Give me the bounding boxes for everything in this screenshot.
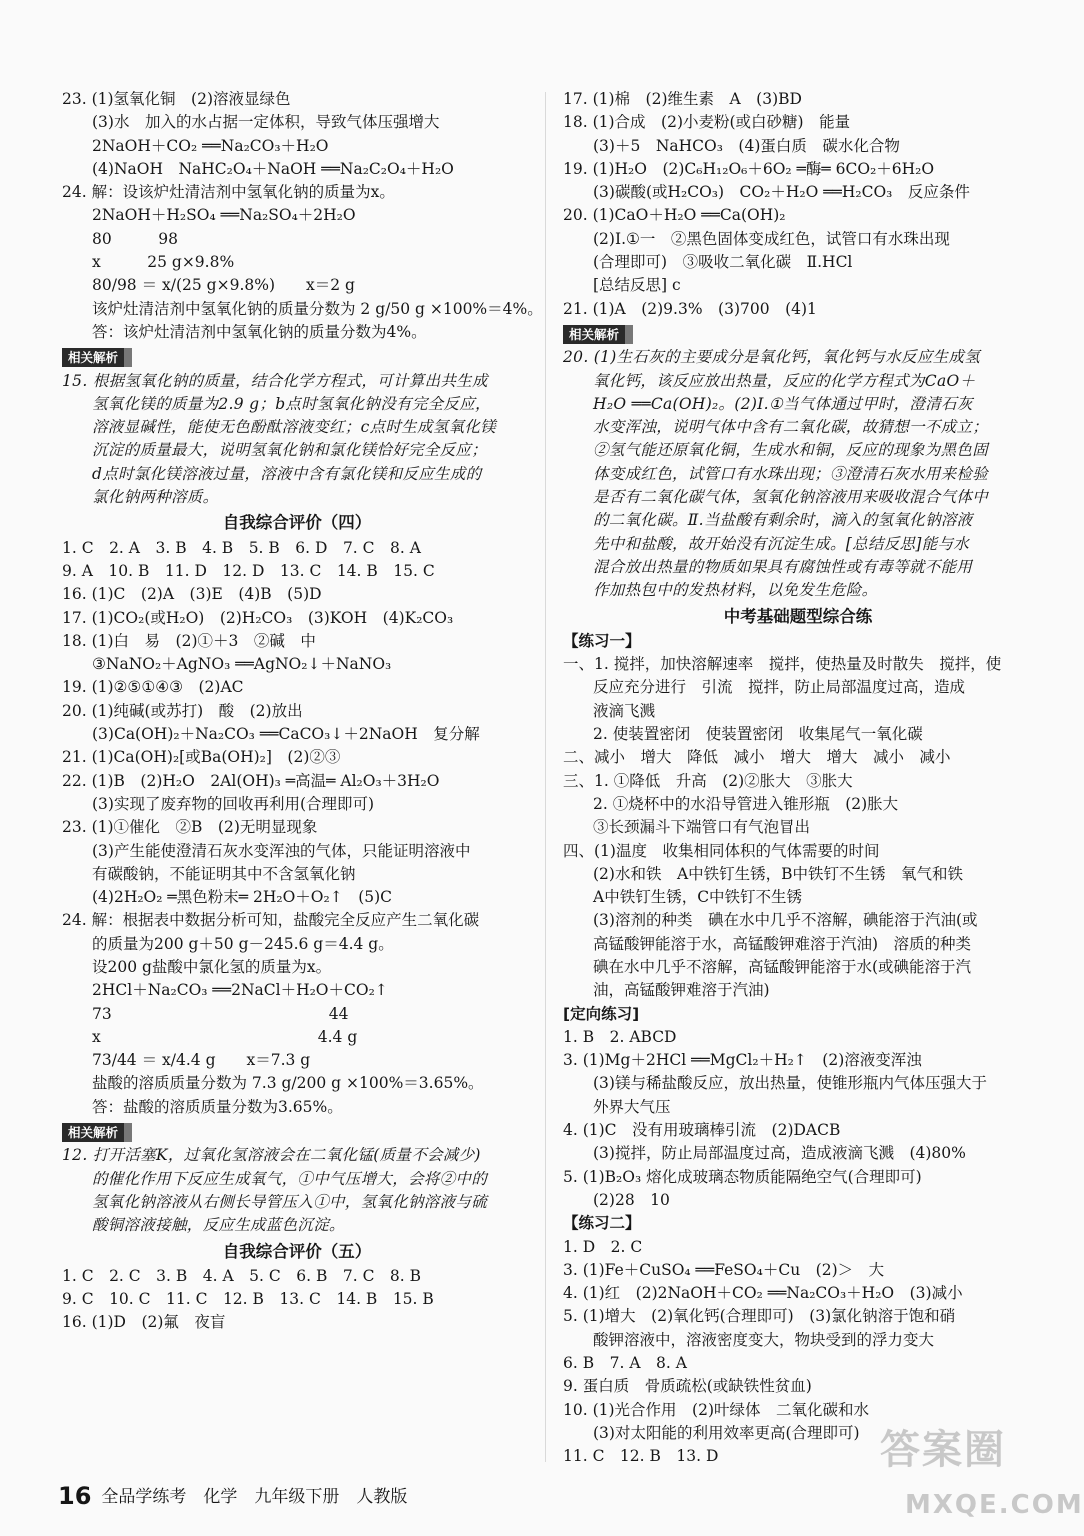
answer-line: (2)28 10 [593,1190,670,1209]
answer-line: x 4.4 g [92,1027,358,1046]
answer-line: 酸钾溶液中，溶液密度变大，物块受到的浮力变大 [593,1330,935,1349]
answer-line: ③长颈漏斗下端管口有气泡冒出 [593,818,811,837]
answer-line: 9. C 10. C 11. C 12. B 13. C 14. B 15. B [62,1290,434,1309]
analysis-line: 的催化作用下反应生成氧气，①中气压增大，会将②中的 [92,1169,488,1188]
subsection-title: 【练习二】 [563,1214,641,1233]
answer-line: 80 98 [92,229,178,248]
page-number: 16 [58,1482,92,1510]
answer-line: (3)水 加入的水占据一定体积，导致气体压强增大 [92,113,440,132]
analysis-line: 作加热包中的发热材料，以免发生危险。 [593,581,878,600]
answer-line: 答：盐酸的溶质质量分数为3.65%。 [92,1097,343,1116]
answer-line: 5. (1)B₂O₃ 熔化成玻璃态物质能隔绝空气(合理即可) [563,1167,922,1186]
answer-line: 6. B 7. A 8. A [563,1354,687,1373]
answer-line: 18. (1)合成 (2)小麦粉(或白砂糖) 能量 [563,113,851,132]
answer-line: 73 44 [92,1004,349,1023]
answer-line: 16. (1)D (2)氟 夜盲 [62,1313,226,1332]
answer-line: 23. (1)氢氧化铜 (2)溶液显绿色 [62,90,291,108]
answer-line: 三、1. ①降低 升高 (2)②胀大 ③胀大 [563,771,853,790]
answer-line: 3. (1)Fe＋CuSO₄ ══FeSO₄＋Cu (2)＞ 大 [563,1260,885,1279]
analysis-line: ②氢气能还原氧化铜，生成水和铜，反应的现象为黑色固 [593,441,989,460]
book-title: 全品学练考 化学 九年级下册 人教版 [101,1487,408,1507]
answer-line: 80/98 ＝ x/(25 g×9.8%) x＝2 g [92,276,355,295]
analysis-line: 氯化钠两种溶质。 [92,488,219,507]
analysis-line: 水变浑浊，说明气体中含有二氧化碳，故猜想一不成立； [593,418,989,437]
answer-line: (3)碳酸(或H₂CO₃) CO₂＋H₂O ══H₂CO₃ 反应条件 [593,183,970,202]
analysis-line: 氧化钙，该反应放出热量，反应的化学方程式为CaO＋ [593,371,976,390]
answer-line: 四、(1)温度 收集相同体积的气体需要的时间 [563,841,880,860]
answer-line: 4. (1)红 (2)2NaOH＋CO₂ ══Na₂CO₃＋H₂O (3)减小 [563,1284,963,1303]
analysis-line: 氢氧化镁的质量为2.9 g；b点时氢氧化钠没有完全反应， [92,394,491,413]
answer-line: (2)水和铁 A中铁钉生锈，B中铁钉不生锈 氧气和铁 [593,864,964,883]
section-title: 自我综合评价（四） [222,513,372,533]
answer-line: 1. B 2. ABCD [563,1027,677,1046]
answer-line: x 25 g×9.8% [92,253,235,272]
analysis-line: 15. 根据氢氧化钠的质量，结合化学方程式，可计算出共生成 [62,371,488,390]
answer-line: 盐酸的溶质质量分数为 7.3 g/200 g ×100%＝3.65%。 [92,1074,484,1093]
answer-line: 16. (1)C (2)A (3)E (4)B (5)D [62,585,322,604]
analysis-line: 沉淀的质量最大，说明氢氧化钠和氯化镁恰好完全反应； [92,441,488,460]
left-column [62,88,543,1335]
answer-line: (合理即可) ③吸收二氧化碳 Ⅱ.HCl [593,253,853,272]
answer-line: 二、减小 增大 降低 减小 增大 增大 减小 减小 [563,748,951,767]
subsection-title: [定向练习] [563,1004,640,1023]
answer-line: 21. (1)Ca(OH)₂[或Ba(OH)₂] (2)②③ [62,748,341,767]
analysis-line: 20. (1)生石灰的主要成分是氧化钙，氧化钙与水反应生成氢 [563,348,981,367]
analysis-line: 是否有二氧化碳气体，氢氧化钠溶液用来吸收混合气体中 [593,488,989,507]
analysis-line: 酸铜溶液接触，反应生成蓝色沉淀。 [92,1216,345,1235]
answer-line: 19. (1)H₂O (2)C₆H₁₂O₆＋6O₂ ═酶═ 6CO₂＋6H₂O [563,159,935,178]
answer-line: (3)＋5 NaHCO₃ (4)蛋白质 碳水化合物 [593,136,900,155]
answer-line: 4. (1)C 没有用玻璃棒引流 (2)DACB [563,1121,841,1140]
answer-line: (3)产生能使澄清石灰水变浑浊的气体，只能证明溶液中 [92,841,471,860]
watermark-url: MXQE.COM [905,1490,1084,1520]
answer-line: 3. (1)Mg＋2HCl ══MgCl₂＋H₂↑ (2)溶液变浑浊 [563,1051,922,1070]
analysis-line: 12. 打开活塞K，过氧化氢溶液会在二氧化锰(质量不会减少) [62,1146,481,1165]
answer-line: (3)对太阳能的利用效率更高(合理即可) [593,1423,860,1442]
answer-line: 10. (1)光合作用 (2)叶绿体 二氧化碳和水 [563,1400,869,1419]
section-title: 自我综合评价（五） [222,1241,372,1261]
answer-line: 73/44 ＝ x/4.4 g x＝7.3 g [92,1051,311,1070]
answer-line: 21. (1)A (2)9.3% (3)700 (4)1 [563,299,817,318]
answer-line: 设200 g盐酸中氯化氢的质量为x。 [92,957,332,976]
answer-line: 2NaOH＋CO₂ ══Na₂CO₃＋H₂O [92,136,329,155]
right-column [563,88,1033,1469]
answer-line: 外界大气压 [593,1097,671,1116]
answer-line: (3)实现了废弃物的回收再利用(合理即可) [92,794,375,813]
answer-line: (3)Ca(OH)₂＋Na₂CO₃ ══CaCO₃↓＋2NaOH 复分解 [92,725,480,744]
analysis-tag [563,321,1033,346]
analysis-line: 的二氧化碳。Ⅱ.当盐酸有剩余时，滴入的氢氧化钠溶液 [593,511,973,530]
answer-line: 5. (1)增大 (2)氧化钙(合理即可) (3)氯化钠溶于饱和硝 [563,1307,956,1326]
answer-line: 9. 蛋白质 骨质疏松(或缺铁性贫血) [563,1377,812,1396]
analysis-tag [62,344,532,369]
page-footer [58,1482,407,1510]
answer-line: (3)镁与稀盐酸反应，放出热量，使锥形瓶内气体压强大于 [593,1074,987,1093]
answer-line: 9. A 10. B 11. D 12. D 13. C 14. B 15. C [62,561,435,580]
answer-line: 液滴飞溅 [593,701,656,720]
analysis-line: 氢氧化钠溶液从右侧长导管压入①中，氢氧化钠溶液与硫 [92,1192,488,1211]
answer-line: 17. (1)CO₂(或H₂O) (2)H₂CO₃ (3)KOH (4)K₂CO₃ [62,608,454,627]
answer-line: 一、1. 搅拌，加快溶解速率 搅拌，使热量及时散失 搅拌，使 [563,655,1002,674]
answer-line: 19. (1)②⑤①④③ (2)AC [62,678,244,697]
answer-line: 有碳酸钠，不能证明其中不含氢氧化钠 [92,864,356,883]
answer-line: 20. (1)CaO＋H₂O ══Ca(OH)₂ [563,206,786,225]
answer-line: 24. 解：根据表中数据分析可知，盐酸完全反应产生二氧化碳 [62,911,480,930]
answer-line: 答：该炉灶清洁剂中氢氧化钠的质量分数为4%。 [92,322,427,341]
answer-line: 2. ①烧杯中的水沿导管进入锥形瓶 (2)胀大 [593,794,899,813]
analysis-tag [62,1119,532,1144]
answer-line: 1. C 2. A 3. B 4. B 5. B 6. D 7. C 8. A [62,538,421,557]
answer-line: (3)溶剂的种类 碘在水中几乎不溶解，碘能溶于汽油(或 [593,911,978,930]
analysis-tag-label: 相关解析 [563,325,633,344]
answer-line: 反应充分进行 引流 搅拌，防止局部温度过高，造成 [593,678,966,697]
answer-line: 24. 解：设该炉灶清洁剂中氢氧化钠的质量为x。 [62,183,395,202]
analysis-tag-label: 相关解析 [62,348,132,367]
answer-line: 20. (1)纯碱(或苏打) 酸 (2)放出 [62,701,303,720]
analysis-line: 先中和盐酸，故开始没有沉淀生成。[总结反思]能与水 [593,534,970,553]
answer-line: ③NaNO₂＋AgNO₃ ══AgNO₂↓＋NaNO₃ [92,655,392,674]
answer-line: 22. (1)B (2)H₂O 2Al(OH)₃ ═高温═ Al₂O₃＋3H₂O [62,771,440,790]
answer-line: 17. (1)棉 (2)维生素 A (3)BD [563,90,802,108]
answer-line: 1. D 2. C [563,1237,643,1256]
analysis-line: 体变成红色，试管口有水珠出现；③澄清石灰水用来检验 [593,464,989,483]
answer-line: (4)NaOH NaHC₂O₄＋NaOH ══Na₂C₂O₄＋H₂O [92,159,454,178]
analysis-tag-label: 相关解析 [62,1123,132,1142]
answer-line: A中铁钉生锈，C中铁钉不生锈 [593,888,803,907]
answer-line: 碘在水中几乎不溶解，高锰酸钾能溶于水(或碘能溶于汽 [593,957,972,976]
analysis-line: 溶液显碱性，能使无色酚酞溶液变红；c点时生成氢氧化镁 [92,418,496,437]
answer-line: 的质量为200 g＋50 g－245.6 g＝4.4 g。 [92,934,394,953]
answer-line: 18. (1)白 易 (2)①＋3 ②碱 中 [62,631,316,650]
answer-line: 2HCl＋Na₂CO₃ ══2NaCl＋H₂O＋CO₂↑ [92,981,388,1000]
watermark-logo: 答案圈 [880,1427,1006,1473]
answer-line: [总结反思] c [593,276,681,295]
answer-line: 1. C 2. C 3. B 4. A 5. C 6. B 7. C 8. B [62,1266,422,1285]
analysis-line: H₂O ══Ca(OH)₂。(2)Ⅰ.①当气体通过甲时，澄清石灰 [593,394,973,413]
answer-line: 11. C 12. B 13. D [563,1447,719,1466]
answer-line: (4)2H₂O₂ ═黑色粉末═ 2H₂O＋O₂↑ (5)C [92,888,393,907]
answer-line: (2)Ⅰ.①一 ②黑色固体变成红色，试管口有水珠出现 [593,229,950,248]
answer-line: 2. 使装置密闭 使装置密闭 收集尾气一氧化碳 [593,725,923,744]
answer-line: 高锰酸钾能溶于水，高锰酸钾难溶于汽油) 溶质的种类 [593,934,972,953]
analysis-line: 混合放出热量的物质如果具有腐蚀性或有毒等就不能用 [593,557,973,576]
answer-line: 23. (1)①催化 ②B (2)无明显现象 [62,818,318,837]
analysis-line: d点时氯化镁溶液过量，溶液中含有氯化镁和反应生成的 [92,464,482,483]
answer-line: 2NaOH＋H₂SO₄ ══Na₂SO₄＋2H₂O [92,206,356,225]
answer-line: (3)搅拌，防止局部温度过高，造成液滴飞溅 (4)80% [593,1144,966,1163]
column-divider [545,92,546,1462]
section-title: 中考基础题型综合练 [723,606,873,626]
answer-line: 油，高锰酸钾难溶于汽油) [593,981,770,1000]
subsection-title: 【练习一】 [563,631,641,650]
answer-line: 该炉灶清洁剂中氢氧化钠的质量分数为 2 g/50 g ×100%＝4%。 [92,299,543,318]
